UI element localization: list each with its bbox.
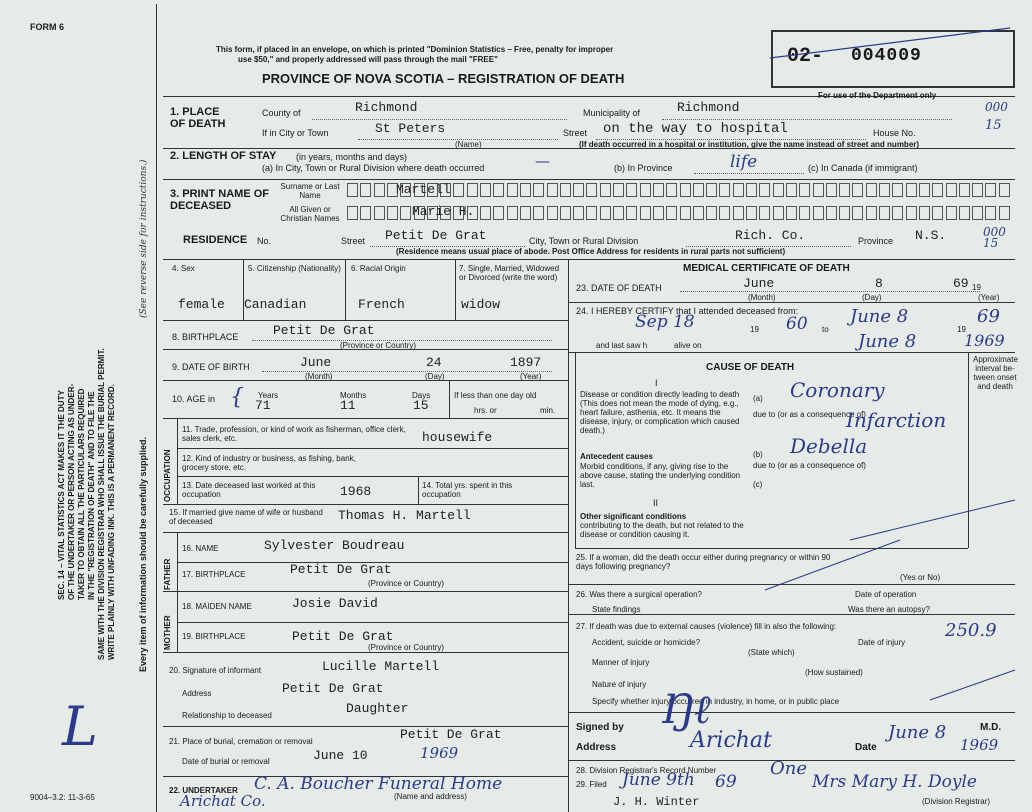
last-saw-label: and last saw h — [596, 341, 648, 350]
md-label: M.D. — [980, 722, 1002, 733]
spouse-label: 15. If married give name of wife or husband of deceased — [169, 508, 323, 526]
dept-use-note: For use of the Department only — [818, 91, 937, 100]
father-name: Sylvester Boudreau — [264, 538, 405, 553]
informant-rel-label: Relationship to deceased — [182, 711, 272, 720]
cause-title: CAUSE OF DEATH — [706, 362, 795, 373]
surname-value: Martell — [396, 182, 451, 197]
sec-line-5: SAME WITH THE DIVISION REGISTRAR WHO SHALL ISSUE THE BURIAL PERMIT. — [97, 348, 106, 660]
age-months-label: Months — [340, 391, 367, 400]
stay-a-label: (a) In City, Town or Rural Division where death occurred — [262, 163, 485, 173]
house-label: House No. — [873, 128, 916, 138]
certify-19a: 19 — [750, 325, 759, 334]
informant-sig-label: 20. Signature of informant — [169, 666, 262, 675]
signed-date: June 8 — [888, 722, 947, 743]
dob-year: 1897 — [510, 355, 542, 370]
industry-label: 12. Kind of industry or business, as fishing, bank, grocery store, etc. — [182, 454, 356, 472]
dod-month: June — [743, 276, 775, 291]
sec-line-1: SEC. 14 – VITAL STATISTICS ACT MAKES IT THE DUTY — [57, 390, 66, 600]
address-label: Address — [576, 742, 617, 753]
dob-day-caption: (Day) — [425, 372, 445, 381]
residence-label: RESIDENCE — [183, 234, 248, 246]
county-label: County of — [262, 108, 301, 118]
father-bp-sub: (Province or Country) — [368, 579, 445, 588]
racial-value: French — [358, 297, 405, 312]
dob-month-caption: (Month) — [305, 372, 333, 381]
signed-year: 1969 — [960, 736, 999, 754]
residence-city: Rich. Co. — [735, 228, 806, 243]
sec-line-6: WRITE PLAINLY WITH UNFADING INK. THIS IS A PERMANENT RECORD. — [107, 384, 116, 660]
findings-label: State findings — [592, 605, 641, 614]
disease-label: Disease or condition directly leading to death (This does not mean the mode of dying, e.g., heart failure, asthenia, etc. It means the disease, injury, or complication which caused death.) — [580, 390, 740, 435]
form-title: PROVINCE OF NOVA SCOTIA – REGISTRATION OF DEATH — [262, 71, 625, 86]
yes-no-note: (Yes or No) — [900, 573, 941, 582]
stay-a-value: — — [535, 152, 550, 170]
name-note: (Name) — [455, 140, 482, 149]
mail-notice-1: This form, if placed in an envelope, on which is printed "Dominion Statistics – Free, penalty for improper — [216, 45, 614, 54]
place-code-1: 000 — [985, 100, 1008, 114]
birthplace-sub: (Province or Country) — [340, 341, 417, 350]
interval-label: Approximate interval be-tween onset and death — [973, 355, 1018, 391]
marital-label: 7. Single, Married, Widowed or Divorced (write the word) — [459, 264, 560, 282]
antecedent-text: Morbid conditions, if any, giving rise to the above cause, stating the underlying condition last. — [580, 462, 741, 489]
dod-day: 8 — [875, 276, 883, 291]
marital-value: widow — [461, 297, 501, 312]
residence-province-label: Province — [858, 236, 894, 246]
filed-label: 29. Filed — [576, 780, 607, 789]
certify-label: 24. I HEREBY CERTIFY that I attended deceased from: — [576, 306, 799, 316]
physician-signature: Ŋℓ — [660, 687, 711, 733]
total-years-label: 14. Total yrs. spent in this occupation — [422, 481, 513, 499]
sec-line-4: IN THE "REGISTRATION OF DEATH" AND TO FILE THE — [87, 391, 96, 600]
sec-line-2: OF THE UNDERTAKER OR PERSON ACTING AS UNDER- — [67, 383, 76, 600]
residence-street-label: Street — [341, 236, 366, 246]
stay-c-label: (c) In Canada (if immigrant) — [808, 163, 918, 173]
certify-to-date: June 8 — [850, 306, 909, 327]
autopsy-label: Was there an autopsy? — [848, 605, 930, 614]
dod-19: 19 — [972, 283, 981, 292]
reg-number: 004009 — [851, 46, 922, 66]
div-reg-label: 28. Division Registrar's Record Number — [576, 766, 717, 775]
dod-year: 69 — [953, 276, 969, 291]
given-value: Marie H. — [412, 204, 475, 219]
trade-value: housewife — [422, 430, 493, 445]
stay-sub: (in years, months and days) — [296, 152, 408, 162]
occupation-label: OCCUPATION — [163, 449, 172, 502]
age-hrs: hrs. or — [474, 406, 497, 415]
municipality-label: Municipality of — [583, 108, 641, 118]
citizenship-label: 5. Citizenship (Nationality) — [248, 264, 341, 273]
div-registrar-note: (Division Registrar) — [922, 797, 991, 806]
residence-city-label: City, Town or Rural Division — [529, 236, 639, 246]
birthplace-value: Petit De Grat — [273, 323, 375, 338]
informant-sig: Lucille Martell — [322, 659, 440, 674]
other-label: Other significant conditions — [580, 512, 687, 521]
sec-line-3: TAKER TO OBTAIN ALL THE PARTICULARS REQUIRED — [77, 388, 86, 600]
trade-label: 11. Trade, profession, or kind of work as fisherman, office clerk, sales clerk, etc. — [182, 425, 406, 443]
alive-on-label: alive on — [674, 341, 702, 350]
mother-bp: Petit De Grat — [292, 629, 394, 644]
city-label: If in City or Town — [262, 128, 329, 138]
undertaker-value: C. A. Boucher Funeral Home — [254, 774, 503, 794]
due-to-2: due to (or as a consequence of) — [753, 461, 866, 470]
mother-name: Josie David — [292, 596, 378, 611]
form-number: FORM 6 — [30, 22, 65, 32]
print-code: 9004–3.2: 11-3-65 — [30, 793, 95, 802]
roman-two: II — [653, 498, 659, 508]
undertaker-address: Arichat Co. — [180, 792, 266, 810]
registrar-signature: Mrs Mary H. Doyle — [812, 772, 977, 792]
stay-b-label: (b) In Province — [614, 163, 673, 173]
father-name-label: 16. NAME — [182, 544, 219, 553]
residence-province: N.S. — [915, 228, 947, 243]
racial-label: 6. Racial Origin — [351, 264, 406, 273]
dob-day: 24 — [426, 355, 442, 370]
age-months: 11 — [340, 398, 356, 413]
signed-label: Signed by — [576, 722, 624, 733]
sex-label: 4. Sex — [172, 264, 195, 273]
age-lt-day: If less than one day old — [454, 391, 537, 400]
certify-from: Sep 18 — [635, 312, 695, 332]
roman-one: I — [655, 378, 658, 388]
residence-note: (Residence means usual place of abode. Post Office Address for residents in rural parts not sufficient) — [396, 247, 786, 256]
sex-value: female — [178, 297, 225, 312]
age-years-label: Years — [258, 391, 279, 400]
citizenship-value: Canadian — [244, 297, 307, 312]
external-label: 27. If death was due to external causes (violence) fill in also the following: — [576, 622, 837, 631]
father-bp-label: 17. BIRTHPLACE — [182, 570, 246, 579]
filed-date: June 9th — [622, 770, 695, 790]
name-label: 3. PRINT NAME OF DECEASED — [170, 188, 270, 212]
dod-year-cap: (Year) — [978, 293, 1000, 302]
filed-year: 69 — [715, 772, 737, 792]
injury-date-label: Date of injury — [858, 638, 906, 647]
state-which-note: (State which) — [748, 648, 795, 657]
last-saw-date: June 8 — [858, 331, 917, 352]
burial-date-label: Date of burial or removal — [182, 757, 270, 766]
how-sustained-note: (How sustained) — [805, 668, 863, 677]
stay-label: 2. LENGTH OF STAY — [170, 150, 277, 162]
mother-label: MOTHER — [163, 615, 172, 650]
age-days-label: Days — [412, 391, 431, 400]
informant-addr-label: Address — [182, 689, 212, 698]
certify-19b: 19 — [957, 325, 966, 334]
date-operation-label: Date of operation — [855, 590, 917, 599]
burial-place: Petit De Grat — [400, 727, 502, 742]
antecedent-label: Antecedent causes — [580, 452, 653, 461]
manner-label: Manner of injury — [592, 658, 650, 667]
cause-a-label: (a) — [753, 394, 763, 403]
cause-a-value: Coronary — [790, 378, 885, 402]
external-code: 250.9 — [945, 620, 997, 641]
cause-a-value-2: Infarction — [846, 408, 947, 432]
age-label: 10. AGE in — [172, 394, 216, 404]
dod-month-cap: (Month) — [748, 293, 776, 302]
pregnancy-label: 25. If a woman, did the death occur either during pregnancy or within 90 days following pregnancy? — [576, 553, 831, 571]
surgery-label: 26. Was there a surgical operation? — [576, 590, 702, 599]
place-label: 1. PLACE OF DEATH — [170, 106, 226, 130]
street-label: Street — [563, 128, 588, 138]
age-min: min. — [540, 406, 556, 415]
initials-mark: L — [62, 695, 98, 758]
medical-title: MEDICAL CERTIFICATE OF DEATH — [683, 263, 850, 274]
dod-label: 23. DATE OF DEATH — [576, 283, 662, 293]
cause-b-label: (b) — [753, 450, 763, 459]
birthplace-label: 8. BIRTHPLACE — [172, 332, 239, 342]
age-bracket: { — [230, 385, 244, 410]
residence-street: Petit De Grat — [385, 228, 487, 243]
nature-label: Nature of injury — [592, 680, 647, 689]
age-days: 15 — [413, 398, 429, 413]
informant-rel: Daughter — [346, 701, 409, 716]
residence-code-1: 000 — [983, 225, 1006, 239]
house-note: (If death occurred in a hospital or institution, give the name instead of street and number) — [579, 140, 920, 149]
place-code-2: 15 — [985, 118, 1002, 133]
father-bp: Petit De Grat — [290, 562, 392, 577]
accident-label: Accident, suicide or homicide? — [592, 638, 701, 647]
specify-label: Specify whether injury occurred in industry, in home, or in public place — [592, 697, 840, 706]
street-value: on the way to hospital — [603, 121, 788, 137]
age-years: 71 — [255, 398, 271, 413]
other-text: contributing to the death, but not related to the disease or condition causing it. — [580, 521, 744, 539]
certify-from-year: 60 — [786, 314, 808, 334]
residence-no-label: No. — [257, 236, 272, 246]
due-to-1: due to (or as a consequence of) — [753, 410, 866, 419]
undertaker-note: (Name and address) — [394, 792, 467, 801]
burial-date-year: 1969 — [420, 744, 459, 762]
cause-b-value: Debella — [790, 434, 868, 458]
last-saw-year: 1969 — [964, 331, 1005, 350]
date-label: Date — [855, 742, 877, 753]
spouse-value: Thomas H. Martell — [338, 508, 471, 523]
burial-date: June 10 — [313, 748, 368, 763]
last-worked-value: 1968 — [340, 484, 372, 499]
dob-label: 9. DATE OF BIRTH — [172, 362, 250, 372]
mail-notice-2: use $50," and properly addressed will pass through the mail "FREE" — [238, 55, 498, 64]
surname-label: Surname or Last Name — [280, 182, 340, 200]
certify-to-year: 69 — [977, 306, 1000, 327]
stay-b-value: life — [730, 152, 758, 172]
dob-year-caption: (Year) — [520, 372, 542, 381]
burial-place-label: 21. Place of burial, cremation or removal — [169, 737, 313, 746]
municipality-value: Richmond — [677, 100, 740, 115]
mother-name-label: 18. MAIDEN NAME — [182, 602, 252, 611]
city-value: St Peters — [375, 121, 446, 136]
father-label: FATHER — [163, 558, 172, 590]
dod-day-cap: (Day) — [862, 293, 882, 302]
physician-address: Arichat — [690, 728, 772, 753]
residence-code-2: 15 — [983, 236, 999, 250]
typist-name: J. H. Winter — [613, 795, 700, 809]
dob-month: June — [300, 355, 332, 370]
reg-prefix: 02- — [787, 45, 824, 68]
mother-bp-sub: (Province or Country) — [368, 643, 445, 652]
last-worked-label: 13. Date deceased last worked at this occupation — [182, 481, 316, 499]
cause-c-label: (c) — [753, 480, 763, 489]
certify-to: to — [822, 325, 829, 334]
given-label: All Given or Christian Names — [280, 205, 340, 223]
county-value: Richmond — [355, 100, 418, 115]
informant-addr: Petit De Grat — [282, 681, 384, 696]
supply-note: Every item of information should be carefully supplied. — [138, 436, 148, 672]
record-number: One — [770, 758, 808, 779]
undertaker-label: 22. UNDERTAKER — [169, 786, 238, 795]
reverse-note: (See reverse side for instructions.) — [139, 159, 149, 318]
mother-bp-label: 19. BIRTHPLACE — [182, 632, 246, 641]
